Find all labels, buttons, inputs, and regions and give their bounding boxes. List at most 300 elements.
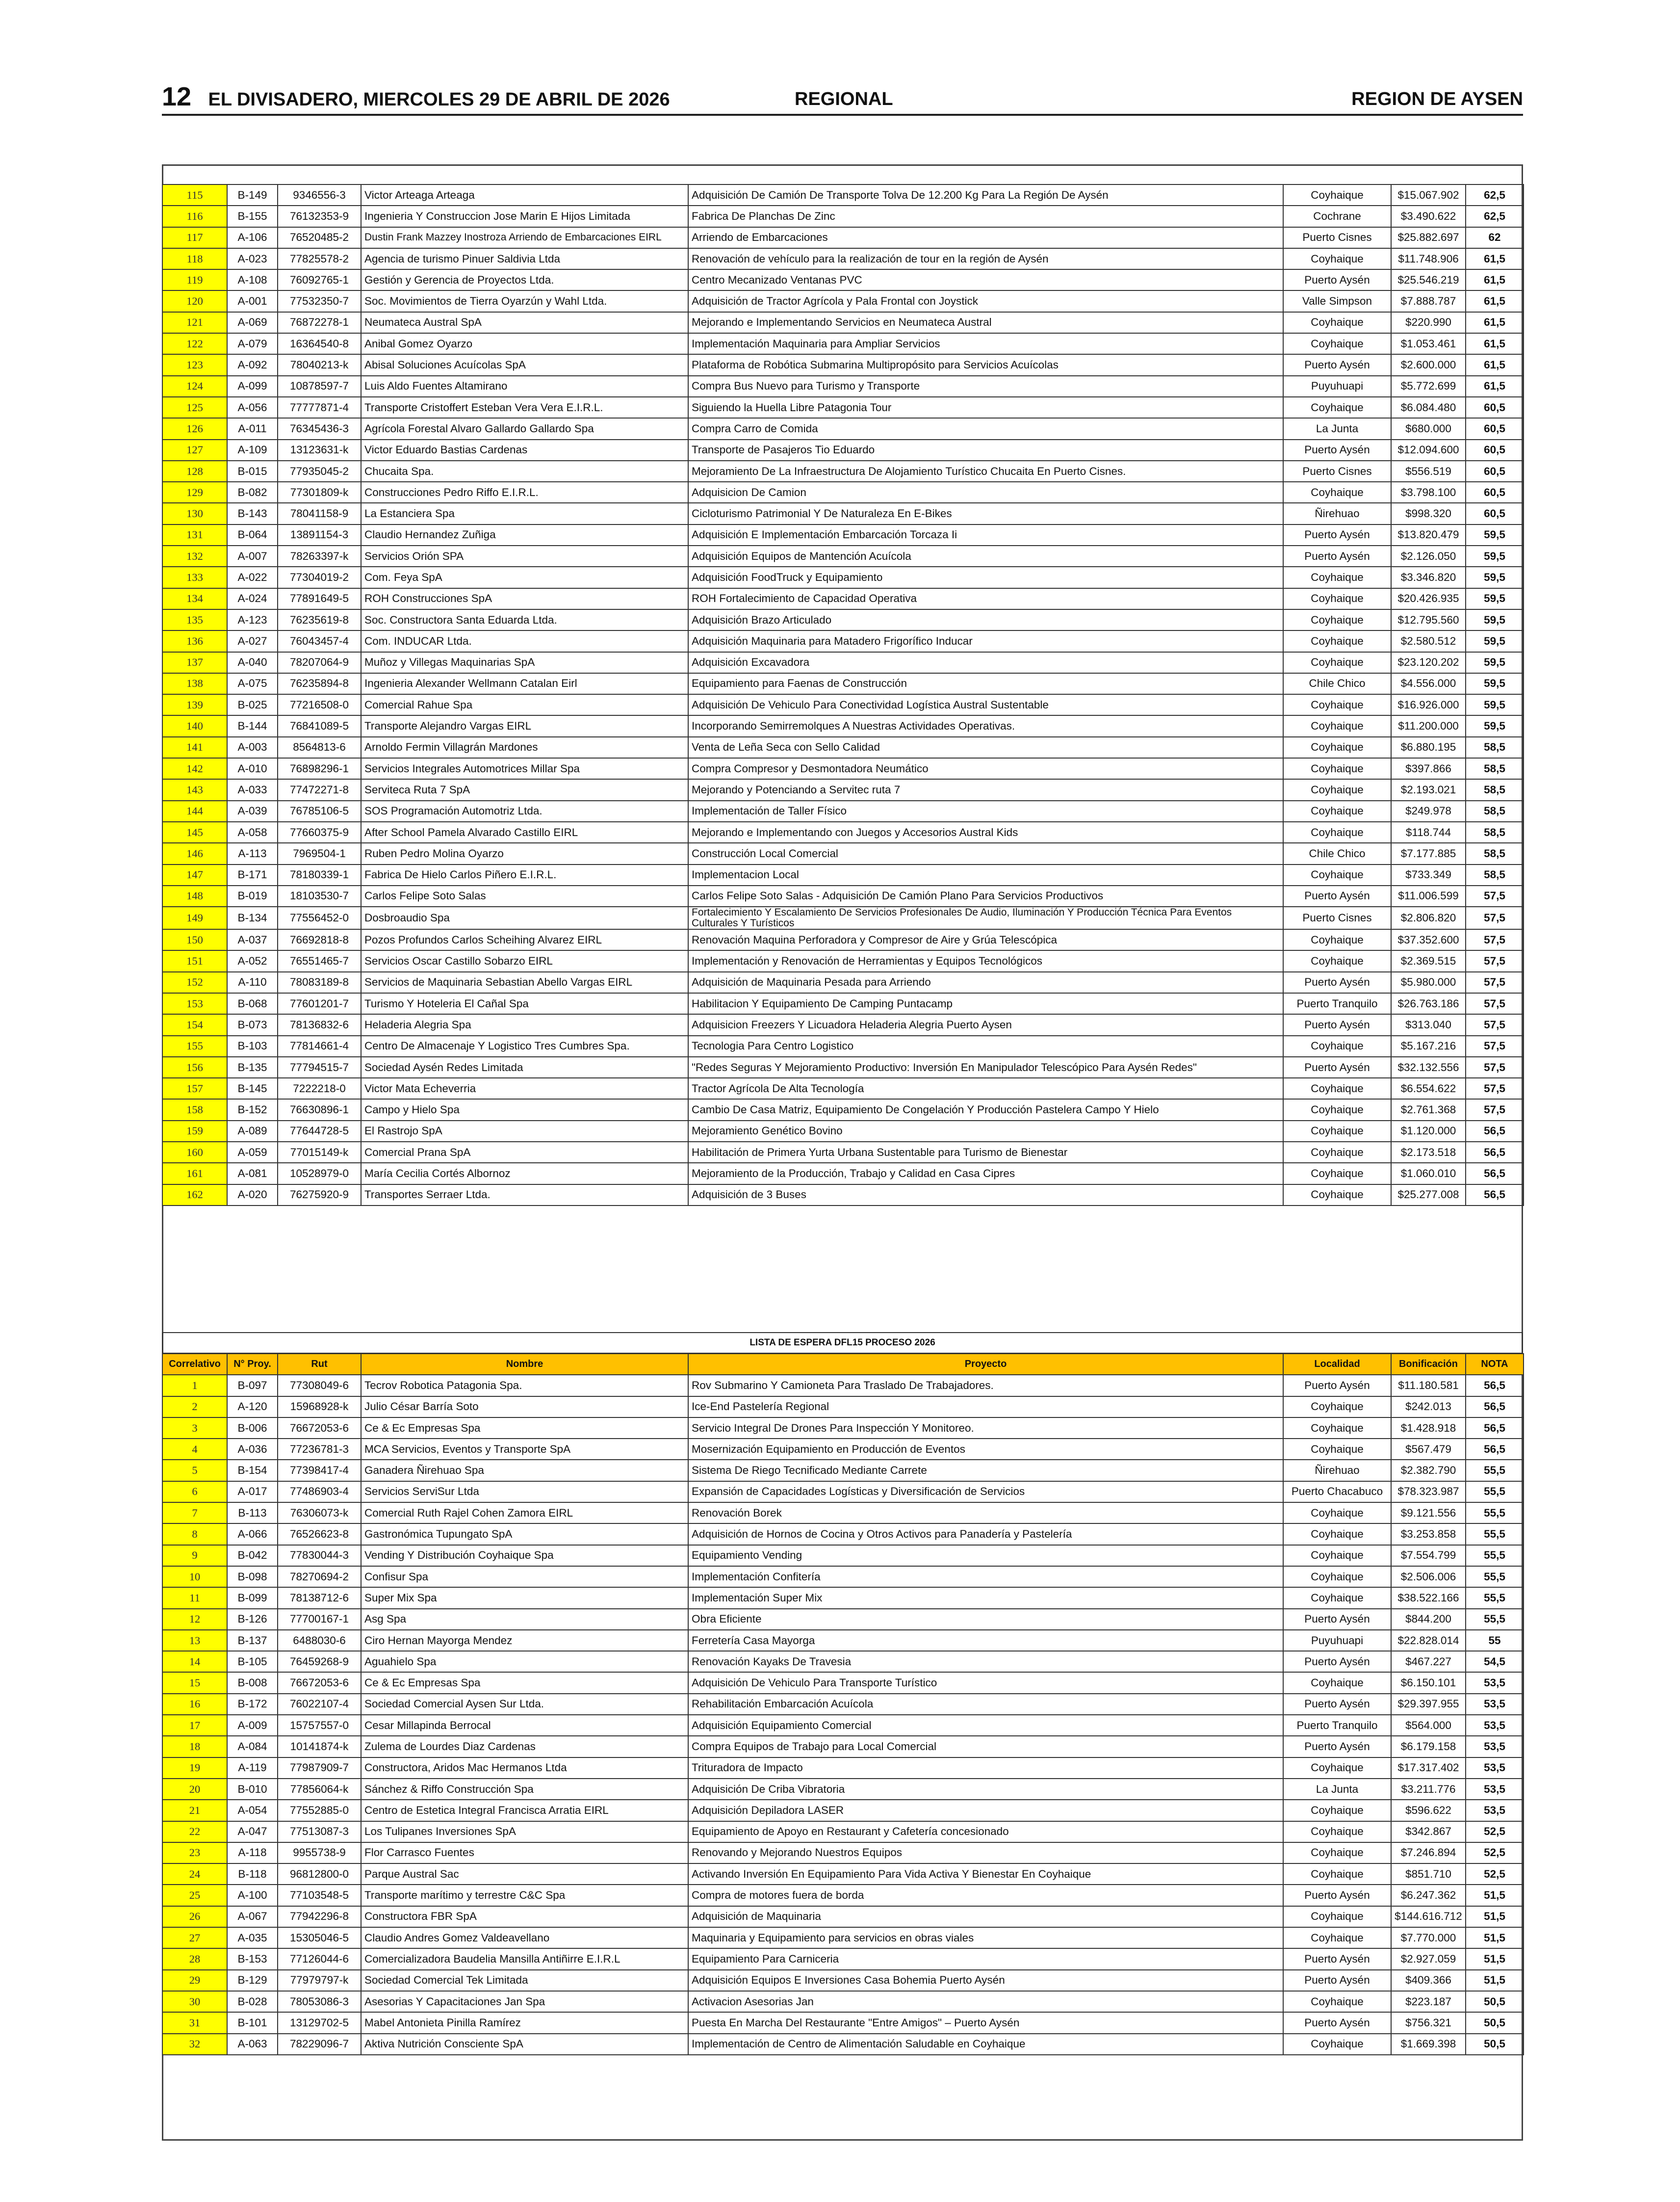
nombre-cell: Ingenieria Alexander Wellmann Catalan Eirl — [361, 673, 688, 694]
table-row — [162, 290, 1524, 312]
proyecto-cell: Implementacion Local — [688, 865, 1283, 886]
nota-cell: 58,5 — [1466, 822, 1524, 843]
correlativo-cell: 121 — [162, 312, 227, 333]
rut-cell: 76841089-5 — [278, 715, 361, 736]
proyecto-code-cell: B-025 — [227, 694, 278, 715]
proyecto-code-cell: A-066 — [227, 1523, 278, 1545]
nota-cell: 55,5 — [1466, 1609, 1524, 1630]
rut-cell: 78053086-3 — [278, 1991, 361, 2012]
rut-cell: 78270694-2 — [278, 1566, 361, 1587]
correlativo-cell: 122 — [162, 333, 227, 354]
table-row — [162, 1163, 1524, 1184]
nota-cell: 57,5 — [1466, 972, 1524, 993]
bonificacion-cell: $680.000 — [1391, 418, 1466, 439]
localidad-cell: Coyhaique — [1283, 1906, 1391, 1927]
rut-cell: 10141874-k — [278, 1736, 361, 1757]
nota-cell: 57,5 — [1466, 950, 1524, 971]
proyecto-code-cell: A-003 — [227, 737, 278, 758]
nota-cell: 53,5 — [1466, 1800, 1524, 1821]
localidad-cell: Puerto Aysén — [1283, 1375, 1391, 1396]
bonificacion-cell: $7.246.894 — [1391, 1842, 1466, 1863]
nota-cell: 61,5 — [1466, 269, 1524, 290]
rut-cell: 76022107-4 — [278, 1694, 361, 1715]
table-row — [162, 1885, 1524, 1906]
proyecto-code-cell: A-058 — [227, 822, 278, 843]
proyecto-code-cell: B-113 — [227, 1502, 278, 1523]
nombre-cell: Centro De Almacenaje Y Logistico Tres Cumbres Spa. — [361, 1036, 688, 1057]
nombre-cell: Servicios Oscar Castillo Sobarzo EIRL — [361, 950, 688, 971]
proyecto-code-cell: A-033 — [227, 779, 278, 800]
localidad-cell: Puerto Tranquilo — [1283, 1715, 1391, 1736]
localidad-cell: Coyhaique — [1283, 588, 1391, 609]
proyecto-cell: Adquisición FoodTruck y Equipamiento — [688, 567, 1283, 588]
bonificacion-cell: $6.880.195 — [1391, 737, 1466, 758]
proyecto-cell: Mejorando y Potenciando a Servitec ruta 7 — [688, 779, 1283, 800]
proyecto-cell: Implementación Super Mix — [688, 1587, 1283, 1608]
rut-cell: 16364540-8 — [278, 333, 361, 354]
bonificacion-cell: $2.126.050 — [1391, 546, 1466, 567]
localidad-cell: Coyhaique — [1283, 865, 1391, 886]
table-row — [162, 1970, 1524, 1991]
bonificacion-cell: $1.428.918 — [1391, 1417, 1466, 1439]
nombre-cell: Ciro Hernan Mayorga Mendez — [361, 1630, 688, 1651]
proyecto-code-cell: B-135 — [227, 1057, 278, 1078]
nota-cell: 51,5 — [1466, 1885, 1524, 1906]
table-row — [162, 929, 1524, 950]
correlativo-cell: 11 — [162, 1587, 227, 1608]
nombre-cell: Dosbroaudio Spa — [361, 907, 688, 929]
nota-cell: 57,5 — [1466, 907, 1524, 929]
nombre-cell: Comercial Ruth Rajel Cohen Zamora EIRL — [361, 1502, 688, 1523]
correlativo-cell: 135 — [162, 609, 227, 630]
proyecto-code-cell: B-008 — [227, 1672, 278, 1693]
table-row — [162, 227, 1524, 248]
proyecto-code-cell: A-039 — [227, 801, 278, 822]
nombre-cell: Pozos Profundos Carlos Scheihing Alvarez EIRL — [361, 929, 688, 950]
localidad-cell: Cochrane — [1283, 206, 1391, 227]
correlativo-cell: 154 — [162, 1014, 227, 1035]
nombre-cell: Victor Eduardo Bastias Cardenas — [361, 440, 688, 461]
nota-cell: 55,5 — [1466, 1566, 1524, 1587]
bonificacion-cell: $220.990 — [1391, 312, 1466, 333]
proyecto-code-cell: A-007 — [227, 546, 278, 567]
bonificacion-cell: $733.349 — [1391, 865, 1466, 886]
table-row — [162, 269, 1524, 290]
proyecto-cell: Equipamiento Para Carniceria — [688, 1948, 1283, 1969]
rut-cell: 96812800-0 — [278, 1863, 361, 1885]
correlativo-cell: 12 — [162, 1609, 227, 1630]
proyecto-code-cell: A-075 — [227, 673, 278, 694]
proyecto-code-cell: A-120 — [227, 1396, 278, 1417]
nota-cell: 56,5 — [1466, 1163, 1524, 1184]
bonificacion-cell: $1.060.010 — [1391, 1163, 1466, 1184]
proyecto-cell: Adquisición Excavadora — [688, 652, 1283, 673]
nombre-cell: Vending Y Distribución Coyhaique Spa — [361, 1545, 688, 1566]
nota-cell: 60,5 — [1466, 461, 1524, 482]
table-row — [162, 779, 1524, 800]
localidad-cell: La Junta — [1283, 1779, 1391, 1800]
proyecto-cell: Fabrica De Planchas De Zinc — [688, 206, 1283, 227]
proyecto-cell: Maquinaria y Equipamiento para servicios en obras viales — [688, 1927, 1283, 1948]
correlativo-cell: 117 — [162, 227, 227, 248]
localidad-cell: Puerto Cisnes — [1283, 907, 1391, 929]
nombre-cell: SOS Programación Automotriz Ltda. — [361, 801, 688, 822]
correlativo-cell: 7 — [162, 1502, 227, 1523]
nombre-cell: Sánchez & Riffo Construcción Spa — [361, 1779, 688, 1800]
proyecto-cell: Adquisición De Criba Vibratoria — [688, 1779, 1283, 1800]
correlativo-cell: 139 — [162, 694, 227, 715]
localidad-cell: Valle Simpson — [1283, 290, 1391, 312]
bonificacion-cell: $11.180.581 — [1391, 1375, 1466, 1396]
nota-cell: 57,5 — [1466, 993, 1524, 1014]
table-row — [162, 312, 1524, 333]
nota-cell: 52,5 — [1466, 1821, 1524, 1842]
localidad-cell: Coyhaique — [1283, 333, 1391, 354]
correlativo-cell: 16 — [162, 1694, 227, 1715]
table-row — [162, 482, 1524, 503]
localidad-cell: Coyhaique — [1283, 1163, 1391, 1184]
table-row — [162, 333, 1524, 354]
bonificacion-cell: $144.616.712 — [1391, 1906, 1466, 1927]
rut-cell: 77825578-2 — [278, 248, 361, 269]
correlativo-cell: 128 — [162, 461, 227, 482]
rut-cell: 76898296-1 — [278, 758, 361, 779]
nota-cell: 59,5 — [1466, 715, 1524, 736]
rut-cell: 76630896-1 — [278, 1099, 361, 1120]
localidad-cell: Puerto Chacabuco — [1283, 1481, 1391, 1502]
nombre-cell: Arnoldo Fermin Villagrán Mardones — [361, 737, 688, 758]
rut-cell: 76672053-6 — [278, 1417, 361, 1439]
localidad-cell: Chile Chico — [1283, 673, 1391, 694]
proyecto-code-cell: A-011 — [227, 418, 278, 439]
table-row — [162, 397, 1524, 418]
nombre-cell: Transporte Alejandro Vargas EIRL — [361, 715, 688, 736]
localidad-cell: Coyhaique — [1283, 1821, 1391, 1842]
nota-cell: 58,5 — [1466, 758, 1524, 779]
proyecto-code-cell: B-118 — [227, 1863, 278, 1885]
correlativo-cell: 148 — [162, 886, 227, 907]
localidad-cell: Puerto Aysén — [1283, 972, 1391, 993]
nota-cell: 56,5 — [1466, 1184, 1524, 1206]
proyecto-cell: Incorporando Semirremolques A Nuestras Actividades Operativas. — [688, 715, 1283, 736]
rut-cell: 77532350-7 — [278, 290, 361, 312]
proyecto-cell: Adquisición Maquinaria para Matadero Frigorífico Inducar — [688, 630, 1283, 652]
rut-cell: 6488030-6 — [278, 1630, 361, 1651]
rut-cell: 77236781-3 — [278, 1439, 361, 1460]
proyecto-code-cell: B-126 — [227, 1609, 278, 1630]
rut-cell: 77830044-3 — [278, 1545, 361, 1566]
localidad-cell: Coyhaique — [1283, 950, 1391, 971]
proyecto-cell: ROH Fortalecimiento de Capacidad Operativa — [688, 588, 1283, 609]
correlativo-cell: 20 — [162, 1779, 227, 1800]
nombre-cell: Transportes Serraer Ltda. — [361, 1184, 688, 1206]
correlativo-cell: 143 — [162, 779, 227, 800]
rut-cell: 77472271-8 — [278, 779, 361, 800]
localidad-cell: Coyhaique — [1283, 1142, 1391, 1163]
table-row — [162, 354, 1524, 375]
nota-cell: 56,5 — [1466, 1142, 1524, 1163]
localidad-cell: Coyhaique — [1283, 312, 1391, 333]
bonificacion-cell: $37.352.600 — [1391, 929, 1466, 950]
bonificacion-cell: $4.556.000 — [1391, 673, 1466, 694]
proyecto-code-cell: A-079 — [227, 333, 278, 354]
localidad-cell: Coyhaique — [1283, 758, 1391, 779]
nombre-cell: Comercializadora Baudelia Mansilla Antiñirre E.I.R.L — [361, 1948, 688, 1969]
rut-cell: 10528979-0 — [278, 1163, 361, 1184]
nota-cell: 52,5 — [1466, 1863, 1524, 1885]
rut-cell: 78138712-6 — [278, 1587, 361, 1608]
bonificacion-cell: $32.132.556 — [1391, 1057, 1466, 1078]
nombre-cell: Com. INDUCAR Ltda. — [361, 630, 688, 652]
nombre-cell: Constructora FBR SpA — [361, 1906, 688, 1927]
table-row — [162, 1630, 1524, 1651]
proyecto-cell: Compra Equipos de Trabajo para Local Comercial — [688, 1736, 1283, 1757]
proyecto-code-cell: A-109 — [227, 440, 278, 461]
table-row — [162, 1396, 1524, 1417]
correlativo-cell: 137 — [162, 652, 227, 673]
table-row — [162, 1099, 1524, 1120]
rut-cell: 76526623-8 — [278, 1523, 361, 1545]
localidad-cell: Coyhaique — [1283, 1863, 1391, 1885]
rut-cell: 77398417-4 — [278, 1460, 361, 1481]
localidad-cell: Coyhaique — [1283, 609, 1391, 630]
bonificacion-cell: $7.888.787 — [1391, 290, 1466, 312]
bonificacion-cell: $15.067.902 — [1391, 184, 1466, 206]
nombre-cell: Transporte Cristoffert Esteban Vera Vera E.I.R.L. — [361, 397, 688, 418]
bonificacion-cell: $756.321 — [1391, 2012, 1466, 2033]
localidad-cell: Coyhaique — [1283, 1439, 1391, 1460]
proyecto-cell: Adquisición Equipos E Inversiones Casa Bohemia Puerto Aysén — [688, 1970, 1283, 1991]
nota-cell: 51,5 — [1466, 1970, 1524, 1991]
nota-cell: 57,5 — [1466, 1099, 1524, 1120]
correlativo-cell: 146 — [162, 843, 227, 864]
nota-cell: 56,5 — [1466, 1417, 1524, 1439]
nota-cell: 58,5 — [1466, 843, 1524, 864]
correlativo-cell: 115 — [162, 184, 227, 206]
nombre-cell: Ruben Pedro Molina Oyarzo — [361, 843, 688, 864]
bonificacion-cell: $6.247.362 — [1391, 1885, 1466, 1906]
nombre-cell: Fabrica De Hielo Carlos Piñero E.I.R.L. — [361, 865, 688, 886]
rut-cell: 76275920-9 — [278, 1184, 361, 1206]
proyecto-code-cell: A-020 — [227, 1184, 278, 1206]
correlativo-cell: 17 — [162, 1715, 227, 1736]
bonificacion-cell: $29.397.955 — [1391, 1694, 1466, 1715]
correlativo-cell: 150 — [162, 929, 227, 950]
table-row — [162, 2012, 1524, 2033]
proyecto-cell: Implementación Confitería — [688, 1566, 1283, 1587]
table-row — [162, 972, 1524, 993]
proyecto-cell: Trituradora de Impacto — [688, 1757, 1283, 1779]
waitlist-header-row — [162, 1354, 1524, 1375]
bonificacion-cell: $7.177.885 — [1391, 843, 1466, 864]
bonificacion-cell: $1.053.461 — [1391, 333, 1466, 354]
nombre-cell: Luis Aldo Fuentes Altamirano — [361, 376, 688, 397]
localidad-cell: Coyhaique — [1283, 1545, 1391, 1566]
proyecto-cell: Transporte de Pasajeros Tio Eduardo — [688, 440, 1283, 461]
rut-cell: 76551465-7 — [278, 950, 361, 971]
nota-cell: 53,5 — [1466, 1694, 1524, 1715]
proyecto-cell: Implementación y Renovación de Herramientas y Equipos Tecnológicos — [688, 950, 1283, 971]
localidad-cell: Puerto Aysén — [1283, 1014, 1391, 1035]
nota-cell: 55,5 — [1466, 1460, 1524, 1481]
rut-cell: 76672053-6 — [278, 1672, 361, 1693]
rut-cell: 78040213-k — [278, 354, 361, 375]
nombre-cell: Comercial Rahue Spa — [361, 694, 688, 715]
nombre-cell: Zulema de Lourdes Diaz Cardenas — [361, 1736, 688, 1757]
localidad-cell: Puerto Aysén — [1283, 1970, 1391, 1991]
proyecto-code-cell: B-143 — [227, 503, 278, 524]
bonificacion-cell: $6.179.158 — [1391, 1736, 1466, 1757]
rut-cell: 76092765-1 — [278, 269, 361, 290]
correlativo-cell: 120 — [162, 290, 227, 312]
proyecto-code-cell: B-015 — [227, 461, 278, 482]
bonificacion-cell: $38.522.166 — [1391, 1587, 1466, 1608]
nombre-cell: Com. Feya SpA — [361, 567, 688, 588]
correlativo-cell: 1 — [162, 1375, 227, 1396]
nombre-cell: Sociedad Comercial Aysen Sur Ltda. — [361, 1694, 688, 1715]
nota-cell: 53,5 — [1466, 1672, 1524, 1693]
proyecto-code-cell: A-010 — [227, 758, 278, 779]
rut-cell: 7969504-1 — [278, 843, 361, 864]
bonificacion-cell: $1.120.000 — [1391, 1121, 1466, 1142]
correlativo-cell: 136 — [162, 630, 227, 652]
nota-cell: 57,5 — [1466, 1014, 1524, 1035]
nota-cell: 56,5 — [1466, 1121, 1524, 1142]
rut-cell: 78229096-7 — [278, 2034, 361, 2055]
proyecto-cell: Compra Compresor y Desmontadora Neumático — [688, 758, 1283, 779]
nombre-cell: Mabel Antonieta Pinilla Ramírez — [361, 2012, 688, 2033]
rut-cell: 77979797-k — [278, 1970, 361, 1991]
proyecto-code-cell: B-028 — [227, 1991, 278, 2012]
localidad-cell: Coyhaique — [1283, 1587, 1391, 1608]
localidad-cell: Coyhaique — [1283, 1757, 1391, 1779]
bonificacion-cell: $2.173.518 — [1391, 1142, 1466, 1163]
column-header: Proyecto — [688, 1354, 1283, 1375]
correlativo-cell: 118 — [162, 248, 227, 269]
localidad-cell: Coyhaique — [1283, 1800, 1391, 1821]
nombre-cell: Confisur Spa — [361, 1566, 688, 1587]
proyecto-code-cell: A-056 — [227, 397, 278, 418]
waitlist-table — [162, 1353, 1524, 2055]
bonificacion-cell: $3.346.820 — [1391, 567, 1466, 588]
table-row — [162, 843, 1524, 864]
proyecto-code-cell: B-099 — [227, 1587, 278, 1608]
bonificacion-cell: $2.382.790 — [1391, 1460, 1466, 1481]
localidad-cell: Puerto Cisnes — [1283, 227, 1391, 248]
proyecto-code-cell: B-149 — [227, 184, 278, 206]
nombre-cell: Campo y Hielo Spa — [361, 1099, 688, 1120]
proyecto-code-cell: A-113 — [227, 843, 278, 864]
localidad-cell: Puerto Aysén — [1283, 1948, 1391, 1969]
proyecto-cell: Obra Eficiente — [688, 1609, 1283, 1630]
bonificacion-cell: $6.150.101 — [1391, 1672, 1466, 1693]
proyecto-cell: Mejoramiento De La Infraestructura De Alojamiento Turístico Chucaita En Puerto Cisnes. — [688, 461, 1283, 482]
nombre-cell: Soc. Constructora Santa Eduarda Ltda. — [361, 609, 688, 630]
localidad-cell: Puerto Aysén — [1283, 440, 1391, 461]
nota-cell: 55,5 — [1466, 1481, 1524, 1502]
rut-cell: 77301809-k — [278, 482, 361, 503]
rut-cell: 77891649-5 — [278, 588, 361, 609]
proyecto-cell: Renovación Maquina Perforadora y Compresor de Aire y Grúa Telescópica — [688, 929, 1283, 950]
nota-cell: 55,5 — [1466, 1587, 1524, 1608]
rut-cell: 76345436-3 — [278, 418, 361, 439]
correlativo-cell: 30 — [162, 1991, 227, 2012]
table-row — [162, 1672, 1524, 1693]
nombre-cell: El Rastrojo SpA — [361, 1121, 688, 1142]
correlativo-cell: 134 — [162, 588, 227, 609]
localidad-cell: Coyhaique — [1283, 929, 1391, 950]
table-row — [162, 1417, 1524, 1439]
nota-cell: 54,5 — [1466, 1651, 1524, 1672]
table-row — [162, 1821, 1524, 1842]
bonificacion-cell: $7.554.799 — [1391, 1545, 1466, 1566]
table-row — [162, 1057, 1524, 1078]
column-header: Nombre — [361, 1354, 688, 1375]
correlativo-cell: 31 — [162, 2012, 227, 2033]
nota-cell: 50,5 — [1466, 1991, 1524, 2012]
rut-cell: 76785106-5 — [278, 801, 361, 822]
nombre-cell: Los Tulipanes Inversiones SpA — [361, 1821, 688, 1842]
localidad-cell: Puyuhuapi — [1283, 1630, 1391, 1651]
proyecto-cell: Equipamiento Vending — [688, 1545, 1283, 1566]
correlativo-cell: 15 — [162, 1672, 227, 1693]
localidad-cell: Puerto Aysén — [1283, 2012, 1391, 2033]
nombre-cell: Gastronómica Tupungato SpA — [361, 1523, 688, 1545]
rut-cell: 77601201-7 — [278, 993, 361, 1014]
localidad-cell: Puerto Aysén — [1283, 354, 1391, 375]
nota-cell: 60,5 — [1466, 503, 1524, 524]
proyecto-code-cell: A-118 — [227, 1842, 278, 1863]
nota-cell: 60,5 — [1466, 418, 1524, 439]
table-row — [162, 1863, 1524, 1885]
correlativo-cell: 140 — [162, 715, 227, 736]
proyecto-cell: Ferretería Casa Mayorga — [688, 1630, 1283, 1651]
proyecto-cell: Ice-End Pastelería Regional — [688, 1396, 1283, 1417]
localidad-cell: Coyhaique — [1283, 652, 1391, 673]
proyecto-cell: Adquisición De Camión De Transporte Tolva De 12.200 Kg Para La Región De Aysén — [688, 184, 1283, 206]
nombre-cell: Chucaita Spa. — [361, 461, 688, 482]
table-row — [162, 1587, 1524, 1608]
nombre-cell: Carlos Felipe Soto Salas — [361, 886, 688, 907]
proyecto-cell: Implementación Maquinaria para Ampliar Servicios — [688, 333, 1283, 354]
correlativo-cell: 160 — [162, 1142, 227, 1163]
correlativo-cell: 129 — [162, 482, 227, 503]
table-row — [162, 1800, 1524, 1821]
localidad-cell: Coyhaique — [1283, 737, 1391, 758]
proyecto-cell: Adquisición de Maquinaria Pesada para Arriendo — [688, 972, 1283, 993]
proyecto-code-cell: A-123 — [227, 609, 278, 630]
proyecto-cell: Adquisición Equipamiento Comercial — [688, 1715, 1283, 1736]
proyecto-code-cell: B-042 — [227, 1545, 278, 1566]
table-row — [162, 1142, 1524, 1163]
proyecto-code-cell: A-036 — [227, 1439, 278, 1460]
correlativo-cell: 9 — [162, 1545, 227, 1566]
bonificacion-cell: $2.600.000 — [1391, 354, 1466, 375]
correlativo-cell: 23 — [162, 1842, 227, 1863]
nota-cell: 61,5 — [1466, 312, 1524, 333]
proyecto-code-cell: A-119 — [227, 1757, 278, 1779]
nota-cell: 59,5 — [1466, 630, 1524, 652]
bonificacion-cell: $20.426.935 — [1391, 588, 1466, 609]
proyecto-cell: Activando Inversión En Equipamiento Para Vida Activa Y Bienestar En Coyhaique — [688, 1863, 1283, 1885]
proyecto-cell: Arriendo de Embarcaciones — [688, 227, 1283, 248]
nombre-cell: Tecrov Robotica Patagonia Spa. — [361, 1375, 688, 1396]
correlativo-cell: 28 — [162, 1948, 227, 1969]
nombre-cell: Asg Spa — [361, 1609, 688, 1630]
correlativo-cell: 10 — [162, 1566, 227, 1587]
nota-cell: 56,5 — [1466, 1396, 1524, 1417]
rut-cell: 15757557-0 — [278, 1715, 361, 1736]
